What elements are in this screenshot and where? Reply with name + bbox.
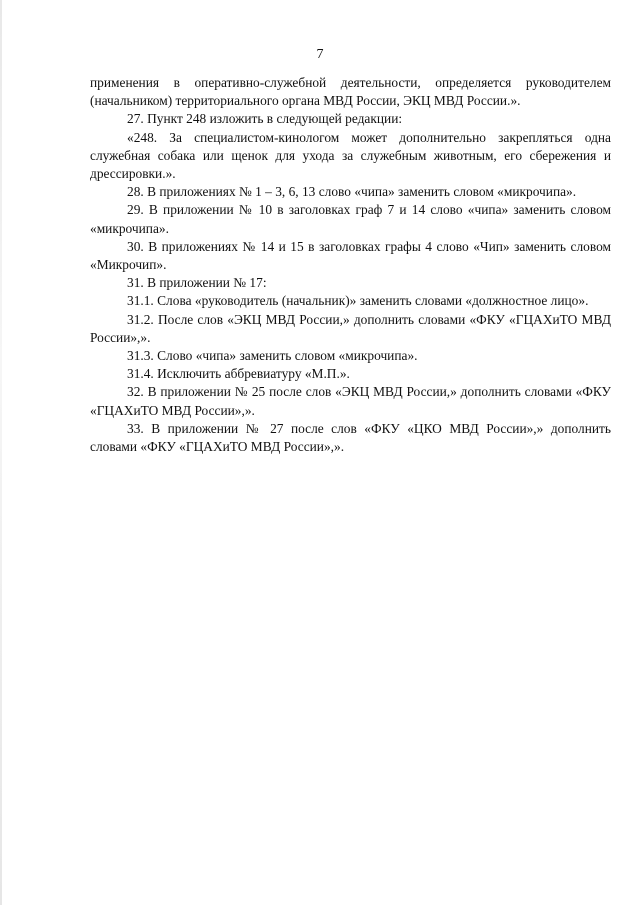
paragraph-item-30: 30. В приложениях № 14 и 15 в заголовках графы 4 слово «Чип» заменить словом «Микрочип». xyxy=(90,238,611,273)
paragraph-item-31-2: 31.2. После слов «ЭКЦ МВД России,» дополнить словами «ФКУ «ГЦАХиТО МВД России»,». xyxy=(90,311,611,345)
paragraph-item-31-4: 31.4. Исключить аббревиатуру «М.П.». xyxy=(127,366,350,382)
scan-edge xyxy=(0,0,2,905)
paragraph-item-27: 27. Пункт 248 изложить в следующей редакции: xyxy=(127,111,403,127)
paragraph-item-29: 29. В приложении № 10 в заголовках граф 7 и 14 слово «чипа» заменить словом «микрочипа». xyxy=(90,202,611,236)
paragraph-item-248-quote: «248. За специалистом-кинологом может дополнительно закрепляться одна служебная собака или щенок для ухода за служебным животным, его сбережения и дрессировки.». xyxy=(90,129,611,182)
paragraph-item-31-1: 31.1. Слова «руководитель (начальник)» заменить словами «должностное лицо». xyxy=(127,293,589,309)
paragraph-item-28: 28. В приложениях № 1 – 3, 6, 13 слово «чипа» заменить словом «микрочипа». xyxy=(127,184,577,200)
paragraph-item-32: 32. В приложении № 25 после слов «ЭКЦ МВД России,» дополнить словами «ФКУ «ГЦАХиТО МВД России»,». xyxy=(90,384,611,418)
paragraph-item-31-3: 31.3. Слово «чипа» заменить словом «микрочипа». xyxy=(127,348,418,364)
paragraph-continuation: применения в оперативно-служебной деятельности, определяется руководителем (начальником) территориального органа МВД России, ЭКЦ МВД России.». xyxy=(90,75,611,109)
document-body xyxy=(90,74,611,456)
paragraph-item-33: 33. В приложении № 27 после слов «ФКУ «ЦКО МВД России»,» дополнить словами «ФКУ «ГЦАХиТО МВД России»,». xyxy=(90,420,611,455)
paragraph-item-31: 31. В приложении № 17: xyxy=(127,275,267,291)
page-number: 7 xyxy=(316,47,324,62)
